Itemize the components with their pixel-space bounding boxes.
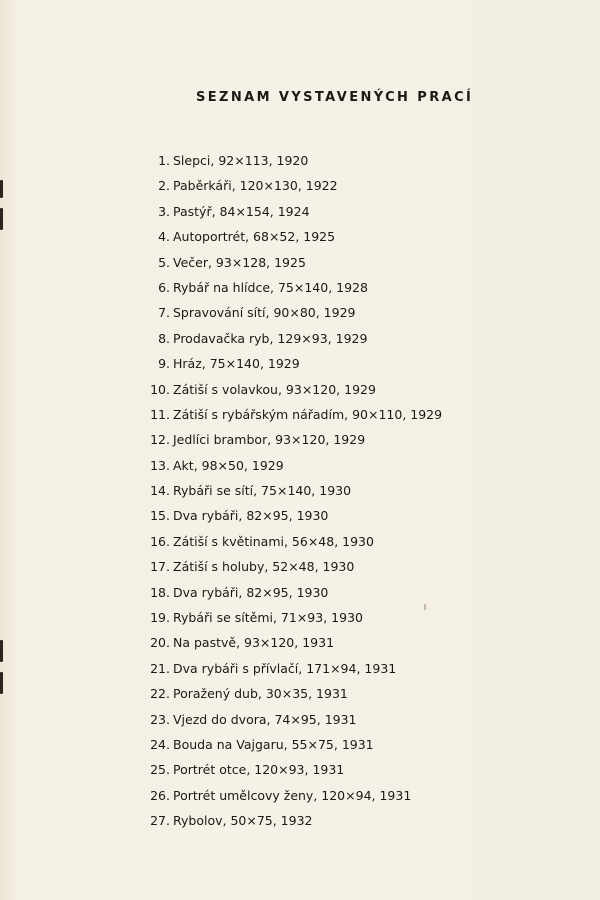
item-text: Pastýř, 84×154, 1924 <box>173 203 310 219</box>
item-text: Akt, 98×50, 1929 <box>173 457 284 473</box>
list-item <box>0 609 600 634</box>
item-text: Portrét otce, 120×93, 1931 <box>173 762 345 778</box>
works-list <box>0 152 600 838</box>
item-text: Slepci, 92×113, 1920 <box>173 153 309 168</box>
list-item <box>0 279 600 304</box>
list-item <box>0 381 600 406</box>
item-number: 20. <box>150 635 170 651</box>
item-number: 4. <box>158 229 170 245</box>
list-item <box>0 406 600 431</box>
list-item <box>0 304 600 329</box>
list-item <box>0 634 600 659</box>
item-number: 9. <box>158 356 170 372</box>
item-text: Poražený dub, 30×35, 1931 <box>173 686 348 702</box>
item-number: 21. <box>150 660 170 676</box>
item-number: 5. <box>158 254 170 270</box>
item-text: Spravování sítí, 90×80, 1929 <box>173 305 356 321</box>
list-item <box>0 558 600 583</box>
list-item <box>0 736 600 761</box>
item-number: 3. <box>158 203 170 219</box>
list-item <box>0 431 600 456</box>
list-item <box>0 660 600 685</box>
item-number: 1. <box>158 153 170 168</box>
item-number: 19. <box>150 610 170 626</box>
item-number: 18. <box>150 584 170 600</box>
item-text: Bouda na Vajgaru, 55×75, 1931 <box>173 736 374 752</box>
item-number: 14. <box>150 483 170 499</box>
item-text: Zátiší s volavkou, 93×120, 1929 <box>173 381 376 397</box>
item-number: 13. <box>150 457 170 473</box>
list-item <box>0 152 600 177</box>
item-number: 27. <box>150 813 170 829</box>
list-item <box>0 584 600 609</box>
item-text: Hráz, 75×140, 1929 <box>173 356 300 372</box>
list-item <box>0 761 600 786</box>
list-item <box>0 507 600 532</box>
item-text: Zátiší s holuby, 52×48, 1930 <box>173 559 355 575</box>
item-text: Večer, 93×128, 1925 <box>173 254 306 270</box>
list-item <box>0 533 600 558</box>
page-title: SEZNAM VYSTAVENÝCH PRACÍ <box>196 90 474 105</box>
item-number: 11. <box>150 406 170 422</box>
item-text: Dva rybáři, 82×95, 1930 <box>173 584 329 600</box>
item-text: Prodavačka ryb, 129×93, 1929 <box>173 330 368 346</box>
item-number: 7. <box>158 305 170 321</box>
item-text: Dva rybáři, 82×95, 1930 <box>173 508 329 524</box>
item-text: Vjezd do dvora, 74×95, 1931 <box>173 711 357 727</box>
item-number: 22. <box>150 686 170 702</box>
item-number: 25. <box>150 762 170 778</box>
list-item <box>0 228 600 253</box>
item-number: 23. <box>150 711 170 727</box>
item-text: Rybáři se sítěmi, 71×93, 1930 <box>173 610 363 626</box>
item-number: 10. <box>150 381 170 397</box>
item-text: Jedlíci brambor, 93×120, 1929 <box>173 432 366 448</box>
list-item <box>0 787 600 812</box>
list-item <box>0 812 600 837</box>
item-text: Autoportrét, 68×52, 1925 <box>173 229 336 245</box>
list-item <box>0 711 600 736</box>
item-text: Zátiší s květinami, 56×48, 1930 <box>173 533 374 549</box>
item-number: 2. <box>158 178 170 194</box>
list-item <box>0 685 600 710</box>
item-number: 6. <box>158 279 170 295</box>
item-number: 8. <box>158 330 170 346</box>
list-item <box>0 177 600 202</box>
item-text: Rybolov, 50×75, 1932 <box>173 813 313 829</box>
item-text: Paběrkáři, 120×130, 1922 <box>173 178 338 194</box>
list-item <box>0 482 600 507</box>
item-text: Dva rybáři s přívlačí, 171×94, 1931 <box>173 660 397 676</box>
item-text: Rybáři se sítí, 75×140, 1930 <box>173 483 352 499</box>
item-number: 26. <box>150 787 170 803</box>
item-text: Portrét umělcovy ženy, 120×94, 1931 <box>173 787 412 803</box>
item-text: Na pastvě, 93×120, 1931 <box>173 635 335 651</box>
item-number: 16. <box>150 533 170 549</box>
item-number: 12. <box>150 432 170 448</box>
list-item <box>0 330 600 355</box>
list-item <box>0 457 600 482</box>
item-text: Rybář na hlídce, 75×140, 1928 <box>173 279 368 295</box>
list-item <box>0 355 600 380</box>
list-item <box>0 203 600 228</box>
item-number: 15. <box>150 508 170 524</box>
item-text: Zátiší s rybářským nářadím, 90×110, 1929 <box>173 406 443 422</box>
item-number: 24. <box>150 736 170 752</box>
list-item <box>0 254 600 279</box>
item-number: 17. <box>150 559 170 575</box>
